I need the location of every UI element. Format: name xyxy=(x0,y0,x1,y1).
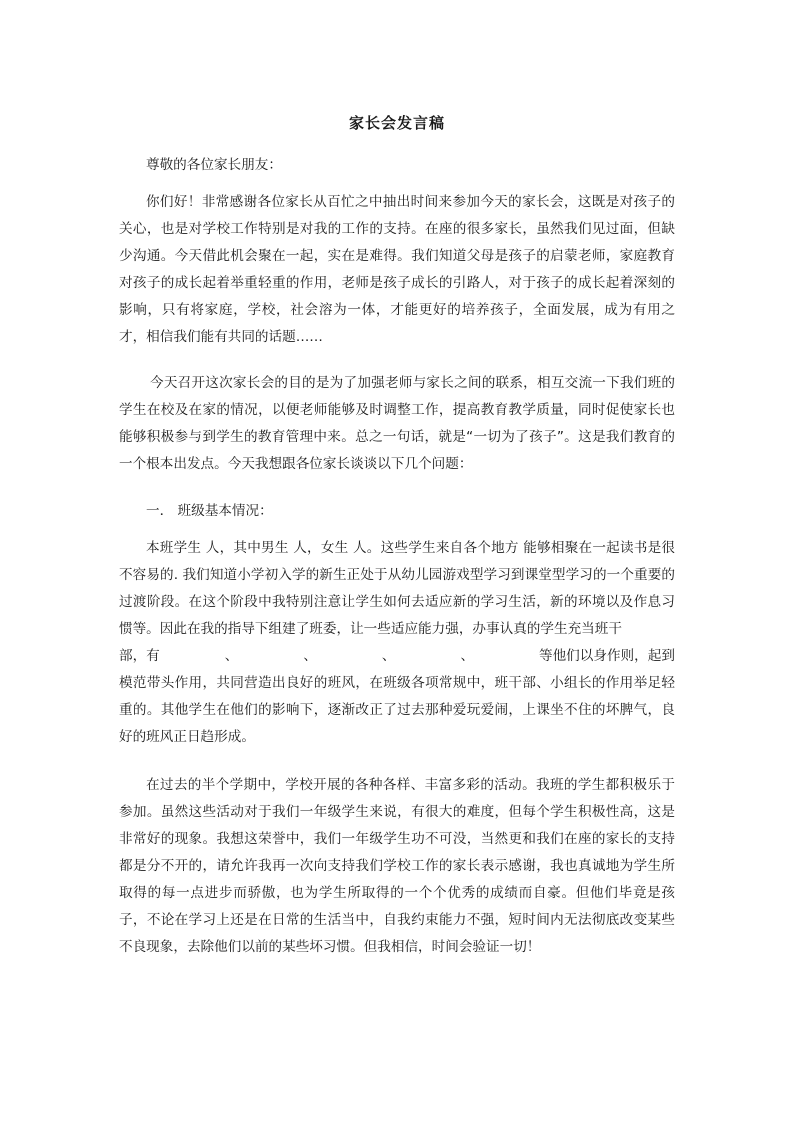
list-separator: 、 xyxy=(224,648,239,664)
paragraph-class-info xyxy=(119,535,675,751)
document-title: 家长会发言稿 xyxy=(348,114,445,132)
list-separator: 、 xyxy=(303,648,317,664)
list-separator: 、 xyxy=(460,648,475,664)
list-separator: 、 xyxy=(381,648,396,664)
paragraph-class-info-part1: 本班学生 人，其中男生 人，女生 人。这些学生来自各个地方 能够相聚在一起读书是很不容易的. 我们知道小学初入学的新生正处于从幼儿园游戏型学习到课堂型学习的一个重要的过渡阶段。在这个阶段中我特别注意让学生如何去适应新的学习生活，新的环境以及作息习惯等。因此在我的指导下组建了班委，让一些适应能力强，办事认真的学生充当班干 xyxy=(119,540,675,637)
salutation: 尊敬的各位家长朋友： xyxy=(146,157,282,173)
list-line-start: 部，有 xyxy=(119,648,160,664)
paragraph-activities: 在过去的半个学期中，学校开展的各种各样、丰富多彩的活动。我班的学生都积极乐于参加。虽然这些活动对于我们一年级学生来说，有很大的难度，但每个学生积极性高，这是非常好的现象。我想这荣誉中，我们一年级学生功不可没，当然更和我们在座的家长的支持都是分不开的，请允许我再一次向支持我们学校工作的家长表示感谢，我也真诚地为学生所取得的每一点进步而骄傲，也为学生所取得的一个个优秀的成绩而自豪。但他们毕竟是孩子，不论在学习上还是在日常的生活当中，自我约束能力不强，短时间内无法彻底改变某些不良现象，去除他们以前的某些坏习惯。但我相信，时间会验证一切！ xyxy=(119,777,675,955)
paragraph-class-info-part2: 模范带头作用，共同营造出良好的班风，在班级各项常规中，班干部、小组长的作用举足轻重的。其他学生在他们的影响下，逐渐改正了过去那种爱玩爱闹，上课坐不住的坏脾气，良好的班风正日趋形成。 xyxy=(119,675,675,745)
paragraph-greeting: 你们好！非常感谢各位家长从百忙之中抽出时间来参加今天的家长会，这既是对孩子的关心，也是对学校工作特别是对我的工作的支持。在座的很多家长，虽然我们见过面，但缺少沟通。今天借此机会聚在一起，实在是难得。我们知道父母是孩子的启蒙老师，家庭教育对孩子的成长起着举重轻重的作用，老师是孩子成长的引路人，对于孩子的成长起着深刻的影响，只有将家庭，学校，社会溶为一体，才能更好的培养孩子，全面发展，成为有用之才，相信我们能有共同的话题…… xyxy=(119,194,675,345)
list-line-end: 等他们以身作则，起到 xyxy=(539,648,675,664)
paragraph-purpose: 今天召开这次家长会的目的是为了加强老师与家长之间的联系，相互交流一下我们班的学生在校及在家的情况，以便老师能够及时调整工作，提高教育教学质量，同时促使家长也能够积极参与到学生的教育管理中来。总之一句话，就是“一切为了孩子”。这是我们教育的一个根本出发点。今天我想跟各位家长谈谈以下几个问题： xyxy=(119,375,675,472)
class-committee-list-line xyxy=(119,643,675,670)
section-heading: 一． 班级基本情况： xyxy=(146,503,273,519)
